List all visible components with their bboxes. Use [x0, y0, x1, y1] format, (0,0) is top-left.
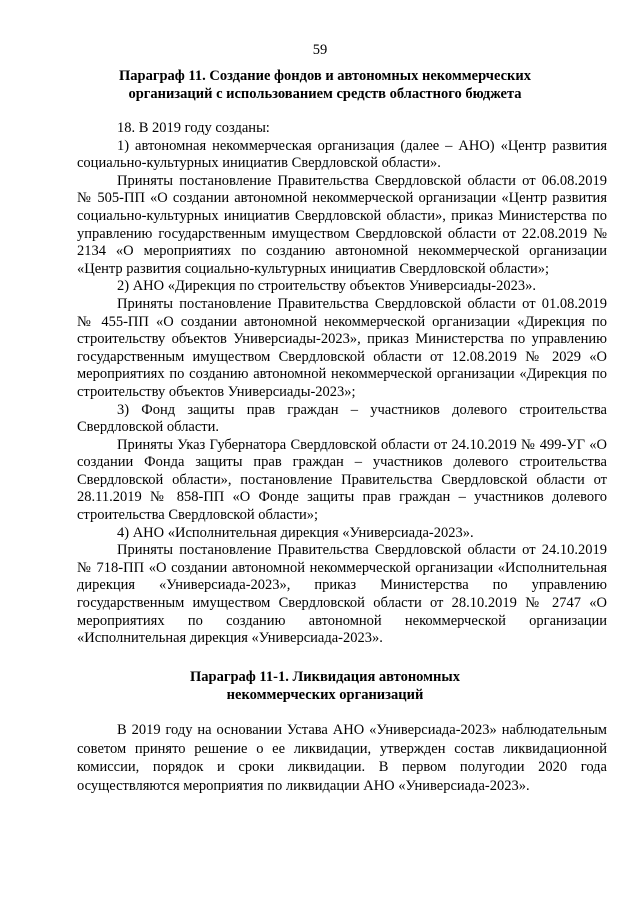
section-11-body [77, 120, 607, 648]
item-3-details: Приняты Указ Губернатора Свердловской области от 24.10.2019 № 499-УГ «О создании Фонда защиты прав граждан – участников долевого строительства Свердловской области», постановление Правительства Свердловской области от 28.11.2019 № 858-ПП «О Фонде защиты прав граждан – участников долевого строительства Свердловской области»; [77, 436, 607, 524]
item-1-details: Приняты постановление Правительства Свердловской области от 06.08.2019 № 505-ПП «О создании автономной некоммерческой организации «Центр развития социально-культурных инициатив Свердловской области», приказ Министерства по управлению государственным имуществом Свердловской области от 22.08.2019 № 2134 «О мероприятиях по созданию автономной некоммерческой организации «Центр развития социально-культурных инициатив Свердловской области»; [77, 172, 607, 277]
section-11-title-line-2: организаций с использованием средств областного бюджета [128, 86, 522, 102]
section-11-1-title [70, 668, 580, 704]
page-number: 59 [312, 42, 328, 58]
paragraph-18-intro: 18. В 2019 году созданы: [117, 120, 270, 136]
item-4-details: Приняты постановление Правительства Свердловской области от 24.10.2019 № 718-ПП «О создании автономной некоммерческой организации «Исполнительная дирекция «Универсиада-2023», приказ Министерства по управлению государственным имуществом Свердловской области от 28.10.2019 № 2747 «О мероприятиях по созданию автономной некоммерческой организации «Исполнительная дирекция «Универсиада-2023». [77, 542, 607, 647]
item-2: 2) АНО «Дирекция по строительству объектов Универсиады-2023». [117, 278, 536, 295]
liquidation-paragraph: В 2019 году на основании Устава АНО «Универсиада-2023» наблюдательным советом принято решение о ее ликвидации, утвержден состав ликвидационной комиссии, порядок и сроки ликвидации. В первом полугодии 2020 года осуществляются мероприятия по ликвидации АНО «Универсиада-2023». [77, 722, 607, 794]
item-3: 3) Фонд защиты прав граждан – участников долевого строительства Свердловской области. [77, 401, 607, 436]
section-11-title-line-1: Параграф 11. Создание фондов и автономных некоммерческих [119, 68, 531, 84]
section-11-1-title-line-2: некоммерческих организаций [226, 687, 424, 703]
item-4: 4) АНО «Исполнительная дирекция «Универсиада-2023». [117, 524, 474, 541]
item-2-details: Приняты постановление Правительства Свердловской области от 01.08.2019 № 455-ПП «О создании автономной некоммерческой организации «Дирекция по строительству объектов Универсиады-2023», приказ Министерства по управлению государственным имуществом Свердловской области от 12.08.2019 № 2029 «О мероприятиях по созданию автономной некоммерческой организации «Дирекция по строительству объектов Универсиады-2023»; [77, 295, 607, 400]
section-11-title [70, 67, 580, 103]
item-1: 1) автономная некоммерческая организация (далее – АНО) «Центр развития социально-культурных инициатив Свердловской области». [77, 137, 607, 172]
section-11-1-body [77, 721, 607, 795]
section-11-1-title-line-1: Параграф 11-1. Ликвидация автономных [190, 669, 460, 685]
